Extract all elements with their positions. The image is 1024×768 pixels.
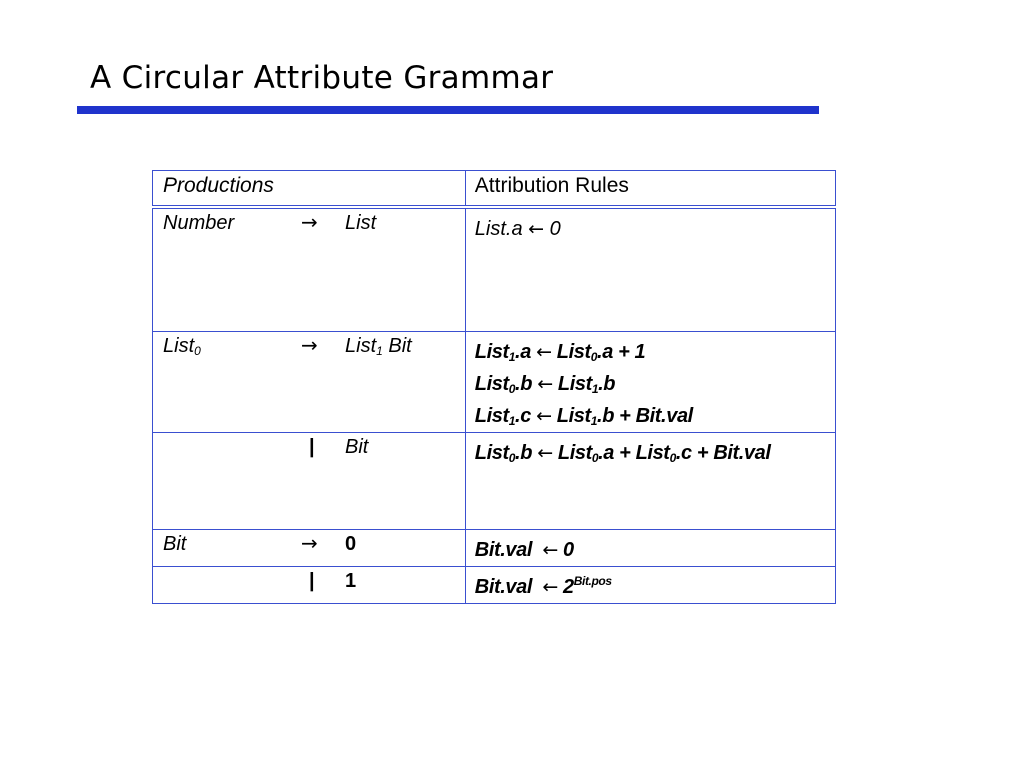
- rules-cell: [465, 530, 835, 567]
- table-row: [153, 567, 836, 604]
- header-attribution-rules: Attribution Rules: [465, 171, 835, 208]
- table-row: [153, 332, 836, 433]
- table-row: [153, 207, 836, 332]
- production-rhs: List$_1$ Bit: [345, 335, 412, 358]
- production-arrow-icon: →: [301, 210, 318, 234]
- alternative-bar: |: [309, 436, 315, 458]
- table-row: [153, 530, 836, 567]
- production-rhs: 0: [345, 533, 357, 555]
- slide-title: A Circular Attribute Grammar: [90, 60, 554, 96]
- production-lhs: Bit: [163, 533, 187, 555]
- attribution-rule: List$_1$.c ← List$_1$.b + Bit.val: [474, 405, 693, 428]
- production-lhs: Number: [163, 212, 235, 234]
- header-productions: Productions: [153, 171, 466, 208]
- rules-cell: [465, 433, 835, 530]
- production-cell: [153, 332, 466, 433]
- production-cell: [153, 530, 466, 567]
- production-arrow-icon: →: [301, 333, 318, 357]
- table-header-row: [153, 171, 836, 208]
- production-cell: [153, 433, 466, 530]
- attribution-rule: Bit.val ← 0: [474, 539, 574, 561]
- rules-cell: [465, 332, 835, 433]
- attribution-rule: List$_1$.a ← List$_0$.a + 1: [474, 341, 646, 364]
- table-row: [153, 433, 836, 530]
- production-rhs: Bit: [345, 436, 369, 458]
- production-cell: [153, 567, 466, 604]
- attribution-rule: List$_0$.b ← List$_0$.a + List$_0$.c + Bit.val: [474, 442, 771, 465]
- production-cell: [153, 207, 466, 332]
- alternative-bar: |: [309, 570, 315, 592]
- production-lhs: List$_0$: [163, 335, 201, 358]
- rules-cell: [465, 567, 835, 604]
- production-arrow-icon: →: [301, 531, 318, 555]
- production-rhs: List: [345, 212, 377, 234]
- attribution-rule: Bit.val ← $2^{Bit.pos}$: [474, 574, 612, 598]
- attribution-rule: List$_0$.b ← List$_1$.b: [474, 373, 616, 396]
- attribution-rule: List.a ← 0: [474, 218, 561, 240]
- attribute-grammar-table: [152, 170, 836, 604]
- production-rhs: 1: [345, 570, 357, 592]
- rules-cell: [465, 207, 835, 332]
- title-underline: [77, 106, 819, 114]
